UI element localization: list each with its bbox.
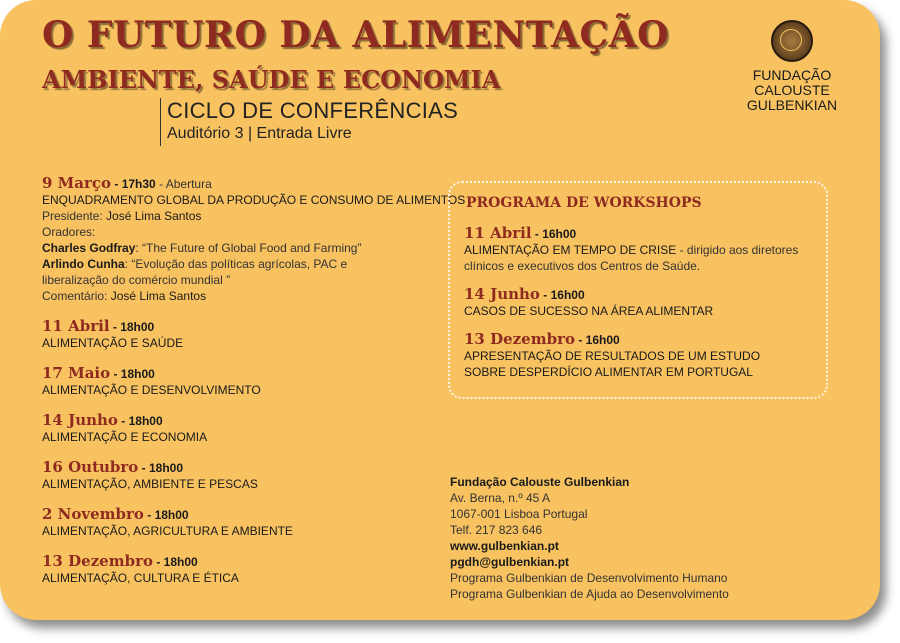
seal-icon [771, 20, 813, 62]
workshop-time: - 16h00 [543, 288, 585, 302]
main-title: O FUTURO DA ALIMENTAÇÃO [42, 14, 669, 56]
event-time: - 17h30 [114, 177, 156, 191]
event-theme: ALIMENTAÇÃO, AMBIENTE E PESCAS [42, 477, 258, 491]
event-time: - 18h00 [156, 555, 198, 569]
event-item [42, 459, 442, 492]
commentator-name: José Lima Santos [110, 289, 207, 303]
workshop-date: 14 Junho [464, 285, 540, 303]
logo-line-2: CALOUSTE [754, 82, 830, 98]
website-link[interactable]: www.gulbenkian.pt [450, 539, 559, 553]
street: Av. Berna, n.º 45 A [450, 491, 551, 505]
event-theme: ALIMENTAÇÃO E ECONOMIA [42, 430, 208, 444]
event-time: - 18h00 [121, 414, 163, 428]
event-item [42, 365, 442, 398]
speaker-talk: : “Evolução das políticas agrícolas, PAC e liberalização do comércio mundial ” [42, 257, 348, 287]
event-time: - 18h00 [112, 320, 155, 334]
event-theme: ALIMENTAÇÃO E SAÚDE [42, 336, 184, 350]
event-theme: ALIMENTAÇÃO, AGRICULTURA E AMBIENTE [42, 524, 293, 538]
logo-line-1: FUNDAÇÃO [752, 67, 832, 83]
event-date: 13 Dezembro [42, 552, 153, 570]
event-theme: ALIMENTAÇÃO, CULTURA E ÉTICA [42, 571, 239, 585]
city: 1067-001 Lisboa Portugal [450, 507, 588, 521]
workshop-theme: CASOS DE SUCESSO NA ÁREA ALIMENTAR [464, 304, 714, 318]
cycle-title: CICLO DE CONFERÊNCIAS [167, 98, 459, 123]
event-date: 11 Abril [42, 317, 110, 335]
workshop-detail: - dirigido aos diretores clínicos e executivos dos Centros de Saúde. [464, 243, 799, 273]
event-date: 16 Outubro [42, 458, 139, 476]
workshop-theme: ALIMENTAÇÃO EM TEMPO DE CRISE [464, 243, 677, 257]
logo-line-3: GULBENKIAN [746, 97, 838, 113]
conference-list [42, 174, 466, 600]
event-item [42, 412, 442, 445]
workshop-date: 13 Dezembro [464, 330, 575, 348]
workshop-date: 11 Abril [464, 224, 532, 242]
event-time: - 18h00 [141, 461, 184, 475]
event-time: - 18h00 [147, 508, 189, 522]
event-theme: ENQUADRAMENTO GLOBAL DA PRODUÇÃO E CONSUMO DE ALIMENTOS [42, 193, 466, 207]
gulbenkian-logo [744, 20, 840, 113]
event-date: 2 Novembro [42, 505, 144, 523]
president-label: Presidente: [42, 209, 103, 223]
event-item [42, 318, 442, 351]
event-date: 9 Março [42, 174, 112, 192]
speaker-name: Arlindo Cunha [42, 257, 125, 271]
event-date: 17 Maio [42, 364, 111, 382]
event-date: 14 Junho [42, 411, 118, 429]
email-link[interactable]: pgdh@gulbenkian.pt [450, 555, 570, 569]
event-item [42, 506, 442, 539]
workshops-title: PROGRAMA DE WORKSHOPS [466, 195, 702, 211]
workshop-item [464, 286, 812, 319]
workshop-item [464, 331, 812, 380]
program-2: Programa Gulbenkian de Ajuda ao Desenvolvimento [450, 587, 729, 601]
event-time: - 18h00 [113, 367, 155, 381]
phone: Telf. 217 823 646 [450, 523, 543, 537]
venue-info: Auditório 3 | Entrada Livre [167, 125, 352, 142]
event-item [42, 553, 442, 586]
president-name: José Lima Santos [106, 209, 202, 223]
event-note: - Abertura [159, 177, 212, 191]
subtitle: AMBIENTE, SAÚDE E ECONOMIA [42, 65, 501, 94]
org-name: Fundação Calouste Gulbenkian [450, 475, 630, 489]
cycle-block [160, 98, 458, 146]
workshop-time: - 16h00 [534, 227, 577, 241]
contact-block [450, 474, 729, 602]
workshops-box [448, 181, 828, 399]
speakers-label: Oradores: [42, 225, 96, 239]
workshop-theme: APRESENTAÇÃO DE RESULTADOS DE UM ESTUDO SOBRE DESPERDÍCIO ALIMENTAR EM PORTUGAL [464, 349, 761, 379]
workshop-item [464, 225, 812, 274]
event-theme: ALIMENTAÇÃO E DESENVOLVIMENTO [42, 383, 261, 397]
speaker-talk: : “The Future of Global Food and Farming” [135, 241, 362, 255]
event-opening [42, 174, 466, 304]
program-1: Programa Gulbenkian de Desenvolvimento Humano [450, 571, 728, 585]
workshop-time: - 16h00 [578, 333, 620, 347]
speaker-name: Charles Godfray [42, 241, 136, 255]
comment-label: Comentário: [42, 289, 108, 303]
